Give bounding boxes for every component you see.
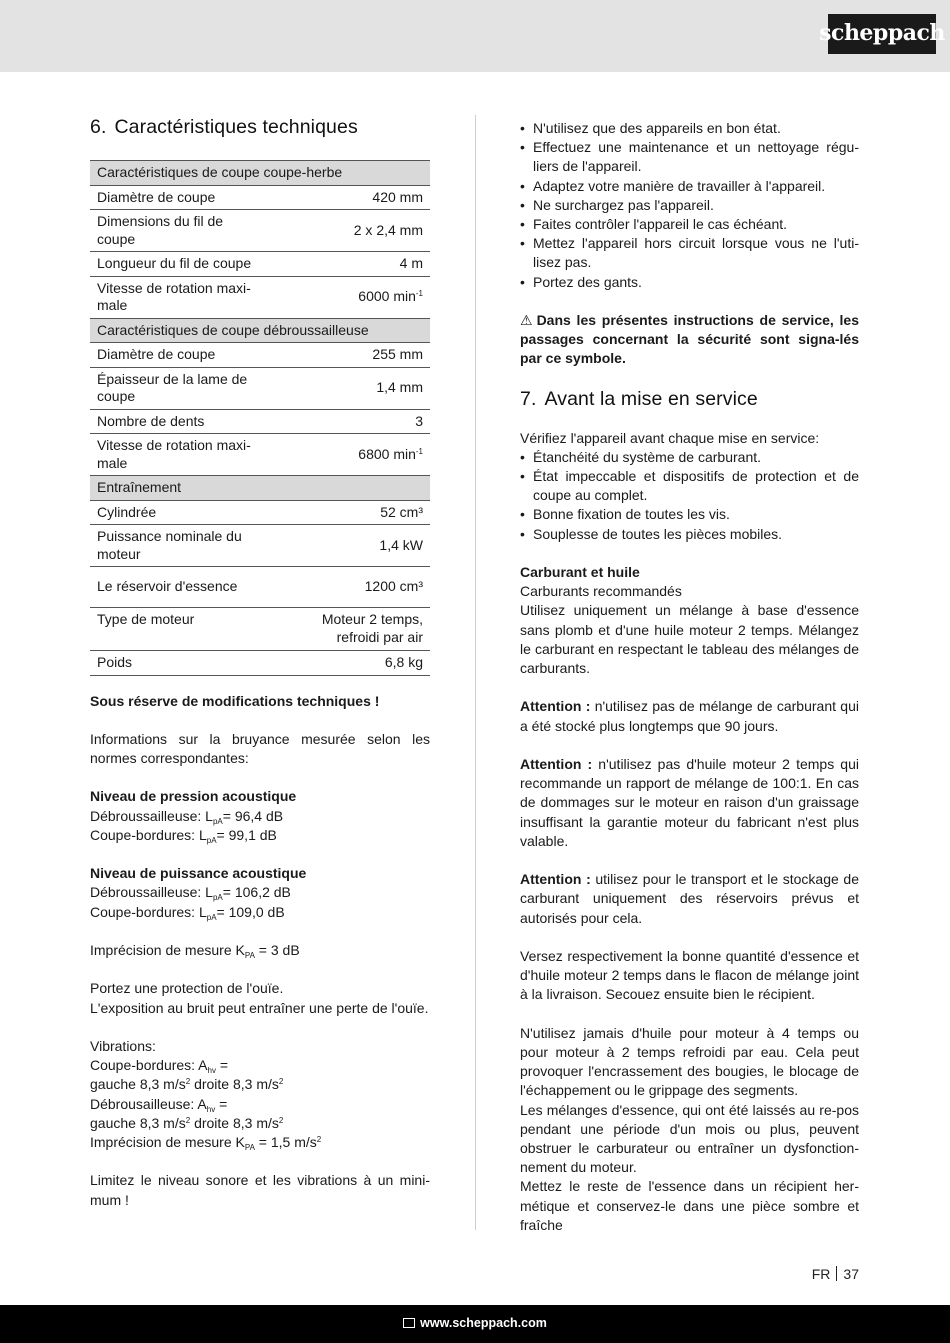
page-separator [836,1266,837,1281]
power-line: Débroussailleuse: $L_{pA}= 106,2$ dB [90,884,291,903]
table-row: Poids 6,8 kg [90,651,430,676]
list-item: • Faites contrôler l'appareil le cas échéant. [520,215,859,234]
check-intro: Vérifiez l'appareil avant chaque mise en service: [520,429,820,446]
pressure-title: Niveau de pression acoustique [90,788,297,805]
cell-sup: -1 [415,446,423,456]
table-row: Dimensions du fil de coupe 2 x 2,4 mm [90,210,430,252]
limit-note: Limitez le niveau sonore et les vibrations à un mini-mum ! [90,1172,430,1208]
page-number-value: 37 [843,1266,859,1282]
page-lang: FR [811,1266,831,1282]
table-row: Type de moteur Moteur 2 temps, refroidi par air [90,608,430,651]
vibration-line: Coupe-bordures: $A_{hv}$ = [90,1057,229,1076]
vibration-line: gauche 8,3 $m/s^2$ droite 8,3 $m/s^2$ [90,1076,284,1093]
list-item: • État impeccable et dispositifs de protection et de coupe au complet. [520,467,859,505]
cell-value: 6000 min [358,288,416,305]
uncertainty-line: Imprécision de mesure $K_{PA} = 3$ dB [90,942,300,961]
table-section-row: Caractéristiques de coupe coupe-herbe [90,161,430,186]
vibration-line: gauche 8,3 $m/s^2$ droite 8,3 $m/s^2$ [90,1114,284,1131]
fuel-subtitle: Carburants recommandés [520,583,682,600]
table-section-row: Caractéristiques de coupe débroussailleuse [90,318,430,343]
table-row: Le réservoir d'essence 1200 cm³ [90,567,430,608]
right-column [520,119,859,1235]
attention-note: Attention : n'utilisez pas de mélange de carburant qui a été stocké plus longtemps que 90 jours. [520,698,859,734]
list-item: • Mettez l'appareil hors circuit lorsque vous ne l'uti-lisez pas. [520,234,859,272]
table-row: Cylindrée 52 cm³ [90,500,430,525]
list-item: • Bonne fixation de toutes les vis. [520,505,859,524]
table-row: Épaisseur de la lame de coupe 1,4 mm [90,367,430,409]
pressure-line: Coupe-bordures: $L_{pA}= 99,1$ dB [90,826,277,845]
list-item: • Étanchéité du système de carburant. [520,448,859,467]
section-number: 6. [90,116,107,138]
fuel-text: Utilisez uniquement un mélange à base d'essence sans plomb et d'une huile moteur 2 temps. Mélangez le carburant en respectant le tableau des mélanges de carburants. [520,602,859,677]
column-divider [475,115,476,1230]
cell-value: 6800 min [358,445,416,462]
pour-instructions: Versez respectivement la bonne quantité d'essence et d'huile moteur 2 temps dans le flacon de mélange joint à la livraison. Secouez ensuite bien le récipient. [520,948,859,1003]
section-title: Avant la mise en service [544,387,758,410]
fuel-title: Carburant et huile [520,564,640,581]
oil-warning: N'utilisez jamais d'huile pour moteur à 4 temps ou pour moteur à 2 temps refroidi par eau. Cela peut provoquer l'encrassement des bougies, le blocage de l'échappement ou le grippage des segments. [520,1024,859,1099]
table-section-row: Entraînement [90,476,430,501]
hearing-warning: L'exposition au bruit peut entraîner une perte de l'ouïe. [90,999,429,1016]
list-item: • Ne surchargez pas l'appareil. [520,196,859,215]
safety-symbol-note: ⚠ Dans les présentes instructions de service, les passages concernant la sécurité sont signa-lés par ce symbole. [520,312,859,367]
list-item: • Souplesse de toutes les pièces mobiles. [520,525,859,544]
table-row: Longueur du fil de coupe 4 m [90,252,430,277]
pressure-line: Débroussailleuse: $L_{pA}= 96,4$ dB [90,807,284,826]
table-row: Diamètre de coupe 420 mm [90,185,430,210]
warning-icon: ⚠ [520,312,533,329]
storage-note: Mettez le reste de l'essence dans un récipient her-métique et conservez-le dans une pièce sombre et fraîche [520,1178,859,1233]
mix-warning: Les mélanges d'essence, qui ont été laissés au re-pos pendant une période d'un mois ou plus, peuvent obstruer le carburateur ou entraîner un dysfonction-nement du moteur. [520,1101,859,1176]
section-6-heading [90,115,430,139]
header-bar [0,0,950,72]
table-row: Vitesse de rotation maxi-male 6000 $\min^{-1}$ [90,276,430,318]
table-row: Puissance nominale du moteur 1,4 kW [90,525,430,567]
cell-value-line: refroidi par air [336,628,423,645]
list-item: • Effectuez une maintenance et un nettoyage régu-liers de l'appareil. [520,138,859,176]
section-7-heading [520,387,859,411]
cell-sup: -1 [415,289,423,299]
page-number [812,1265,859,1284]
list-item: • N'utilisez que des appareils en bon état. [520,119,859,138]
monitor-icon [403,1318,415,1328]
attention-note: Attention : utilisez pour le transport et le stockage de carburant uniquement des réservoirs prévus et autorisés pour cela. [520,871,859,926]
vibration-line: Imprécision de mesure $K_{PA} = 1,5$ $m/s^2$ [90,1134,322,1153]
brand-logo: scheppach [828,14,936,54]
reserve-note: Sous réserve de modifications techniques ! [90,692,380,709]
hearing-note: Portez une protection de l'ouïe. [90,980,284,997]
power-line: Coupe-bordures: $L_{pA}= 109,0$ dB [90,903,285,922]
cell-value-line: Moteur 2 temps, [321,611,423,627]
attention-note: Attention : n'utilisez pas d'huile moteur 2 temps qui recommande un rapport de mélange de 100:1. En cas de dommages sur le moteur en raison d'un graissage insuffisant la garantie moteur du fabricant n'est plus valable. [520,756,859,849]
footer-url[interactable]: www.scheppach.com [420,1316,547,1331]
list-item: • Adaptez votre manière de travailler à l'appareil. [520,177,859,196]
section-title: Caractéristiques techniques [114,116,358,138]
power-title: Niveau de puissance acoustique [90,865,307,882]
noise-intro: Informations sur la bruyance mesurée selon les normes correspondantes: [90,730,430,767]
footer-bar [0,1305,950,1343]
table-row: Diamètre de coupe 255 mm [90,343,430,368]
vibration-title: Vibrations: [90,1038,156,1055]
table-row: Vitesse de rotation maxi-male 6800 $\min^{-1}$ [90,434,430,476]
safety-bullet-list [520,119,859,292]
section-number: 7. [520,387,537,410]
vibration-line: Débrousailleuse: $A_{hv}$ = [90,1095,228,1114]
check-list [520,448,859,544]
left-column [90,115,430,1210]
spec-table [90,160,430,676]
list-item: • Portez des gants. [520,273,859,292]
table-row: Nombre de dents 3 [90,409,430,434]
